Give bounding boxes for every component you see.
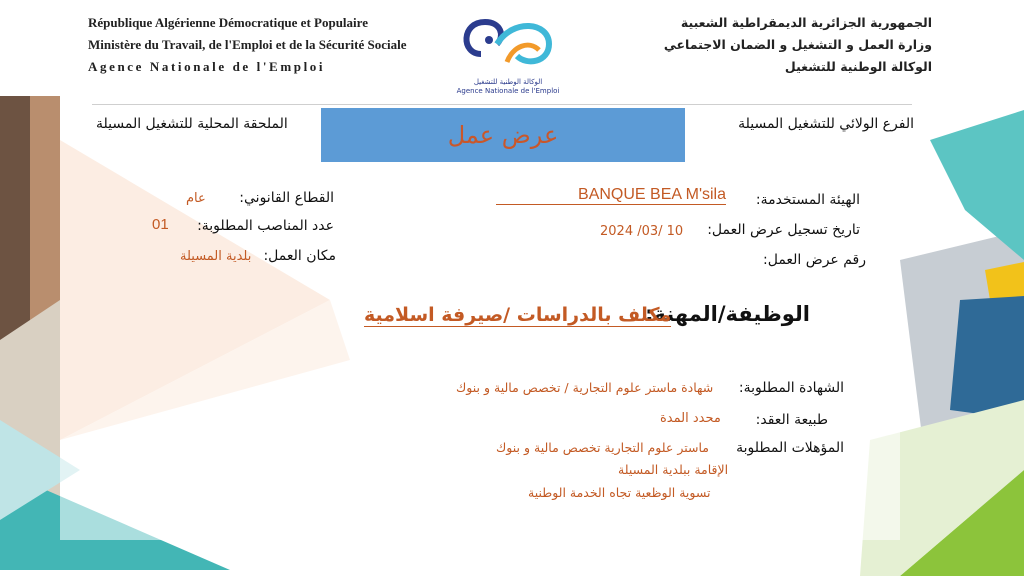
logo-caption-ar: الوكالة الوطنية للتشغيل: [473, 78, 543, 86]
qualification-item: تسوية الوظعية تجاه الخدمة الوطنية: [528, 485, 711, 500]
place-label: مكان العمل:: [263, 248, 336, 264]
logo-caption-fr: Agence Nationale de l'Emploi: [456, 87, 560, 95]
contract-label: طبيعة العقد:: [755, 412, 828, 428]
employer-value: BANQUE BEA M'sila: [496, 186, 726, 205]
sector-value: عام: [186, 191, 206, 206]
job-value: مكلف بالدراسات /صيرفة اسلامية: [364, 304, 672, 326]
qualification-item: الإقامة ببلدية المسيلة: [618, 462, 729, 477]
teal-shape-right: [930, 110, 1024, 260]
header-ar-line-3: الوكالة الوطنية للتشغيل: [784, 59, 932, 74]
sector-label: القطاع القانوني:: [239, 190, 334, 206]
date-value: 2024 /03/ 10: [600, 224, 684, 239]
qualification-item: ماستر علوم التجارية تخصص مالية و بنوك: [496, 440, 709, 455]
offer-number-label: رقم عرض العمل:: [763, 252, 866, 268]
job-label: الوظيفة/المهنة:: [645, 302, 810, 326]
place-value: بلدية المسيلة: [180, 249, 252, 264]
page-title: عرض عمل: [447, 121, 559, 149]
positions-label: عدد المناصب المطلوبة:: [197, 218, 334, 234]
degree-label: الشهادة المطلوبة:: [738, 380, 844, 396]
contract-value: محدد المدة: [660, 411, 721, 426]
header-french: [88, 12, 406, 78]
worker-vest: [950, 296, 1024, 420]
employer-label: الهيئة المستخدمة:: [755, 192, 860, 208]
header-ar-line-2: وزارة العمل و التشغيل و الضمان الاجتماعي: [663, 37, 932, 52]
header-fr-line-1: République Algérienne Démocratique et Populaire: [88, 15, 368, 30]
header-fr-line-2: Ministère du Travail, de l'Emploi et de la Sécurité Sociale: [88, 37, 407, 52]
branch-right: الفرع الولائي للتشغيل المسيلة: [738, 116, 914, 132]
degree-value: شهادة ماستر علوم التجارية / تخصص مالية و بنوك: [456, 380, 714, 395]
header-ar-line-1: الجمهورية الجزائرية الديمقراطية الشعبية: [680, 15, 932, 30]
header-divider: [92, 104, 912, 105]
date-label: تاريخ تسجيل عرض العمل:: [707, 222, 860, 238]
anem-logo: [448, 10, 568, 96]
header-fr-line-3: Agence Nationale de l'Emploi: [88, 59, 326, 74]
header-arabic: [664, 12, 932, 78]
anem-logo-icon: [453, 10, 563, 74]
branch-left: الملحقة المحلية للتشغيل المسيلة: [96, 116, 288, 132]
positions-value: 01: [152, 216, 169, 233]
qualifications-label: المؤهلات المطلوبة: [736, 440, 844, 456]
